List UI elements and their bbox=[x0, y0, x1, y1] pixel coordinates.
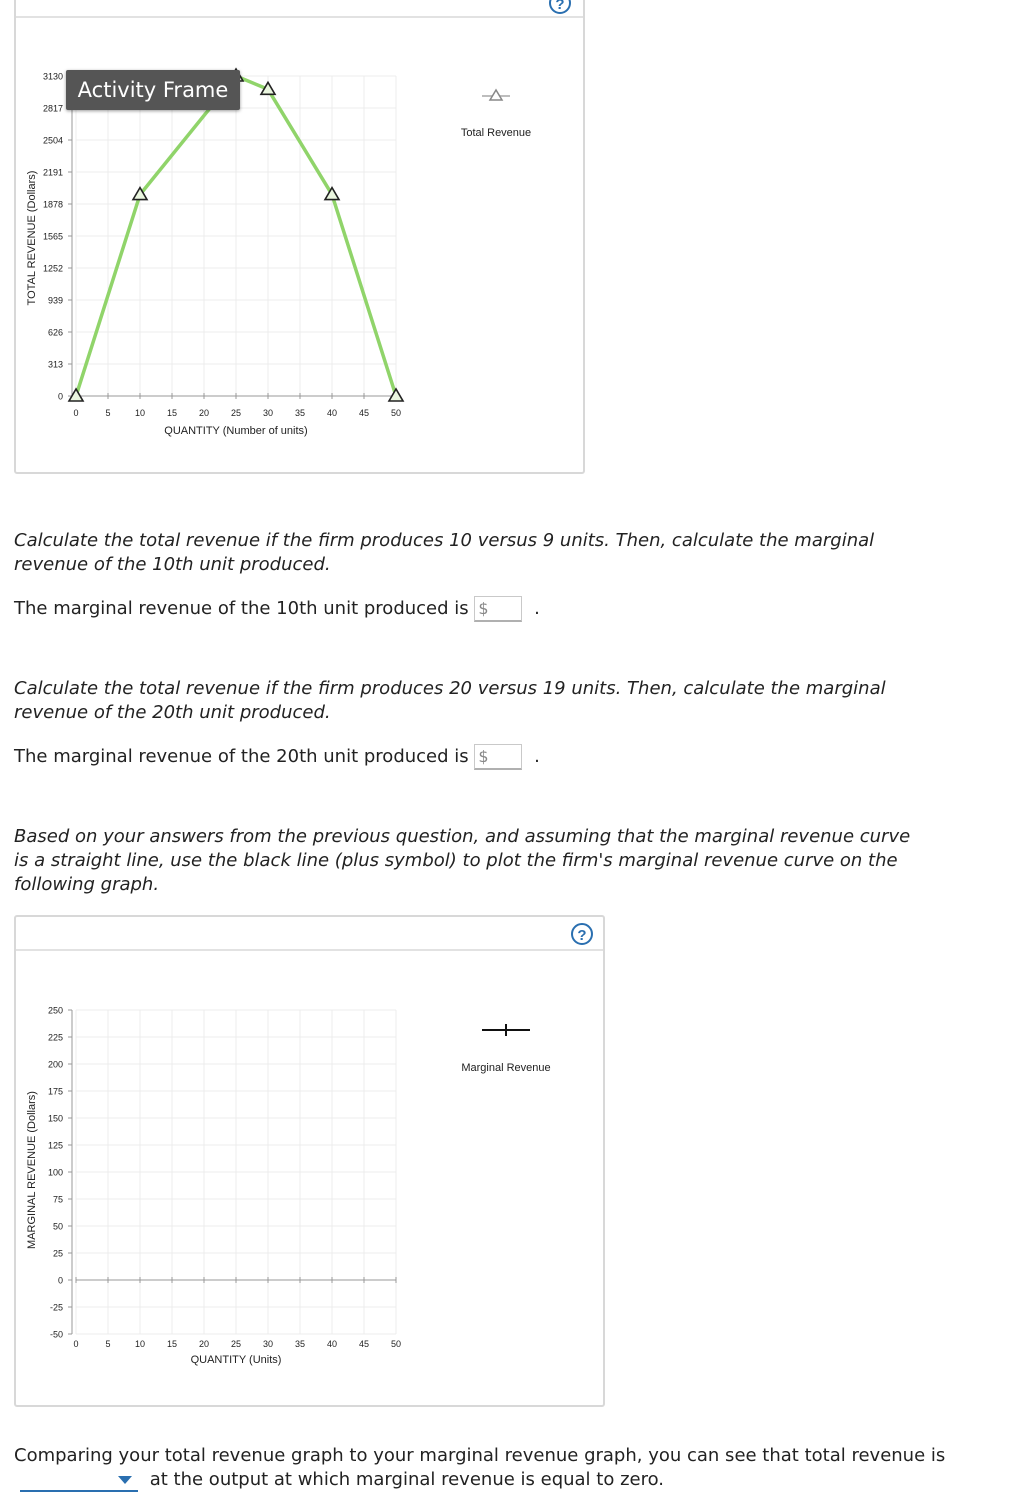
y-tick-label: 3130 bbox=[42, 71, 63, 82]
y-tick-label: 175 bbox=[47, 1086, 63, 1097]
y-axis-label: TOTAL REVENUE (Dollars) bbox=[26, 170, 38, 306]
period: . bbox=[534, 746, 540, 767]
y-tick-label: -25 bbox=[49, 1302, 63, 1313]
y-tick-labels bbox=[48, 1006, 63, 1340]
question-1-answer-line bbox=[14, 596, 914, 622]
legend-plus-icon[interactable] bbox=[500, 1024, 512, 1036]
question-4 bbox=[14, 1444, 954, 1492]
x-tick-label: 0 bbox=[73, 408, 79, 418]
x-tick-label: 35 bbox=[294, 408, 306, 418]
x-tick-label: 5 bbox=[105, 1339, 111, 1349]
chart-grid bbox=[76, 76, 396, 396]
x-tick-label: 20 bbox=[198, 408, 210, 418]
help-icon[interactable]: ? bbox=[549, 0, 571, 14]
x-tick-label: 45 bbox=[358, 1339, 370, 1349]
mr-10th-unit-input[interactable] bbox=[474, 596, 522, 622]
question-3-prompt: Based on your answers from the previous question, and assuming that the marginal revenue curve is a straight line, use the black line (plus symbol) to plot the firm's marginal revenue curve on the following graph. bbox=[14, 826, 911, 895]
x-tick-labels bbox=[73, 408, 401, 418]
y-tick-label: 2817 bbox=[42, 103, 63, 114]
question-1-prompt: Calculate the total revenue if the firm produces 10 versus 9 units. Then, calculate the marginal revenue of the 10th unit produced. bbox=[14, 530, 875, 575]
x-tick-label: 15 bbox=[166, 1339, 178, 1349]
y-tick-label: 2504 bbox=[42, 135, 63, 146]
mr-20th-unit-input[interactable] bbox=[474, 744, 522, 770]
x-tick-label: 40 bbox=[326, 408, 338, 418]
x-tick-label: 10 bbox=[134, 1339, 146, 1349]
x-tick-labels bbox=[73, 1339, 401, 1349]
y-tick-label: 200 bbox=[47, 1059, 63, 1070]
y-tick-label: 939 bbox=[47, 295, 63, 306]
legend-label: Marginal Revenue bbox=[461, 1062, 551, 1074]
total-revenue-state-dropdown[interactable] bbox=[20, 1468, 138, 1492]
question-4-text-after: at the output at which marginal revenue is equal to zero. bbox=[149, 1469, 665, 1490]
question-2-answer-text: The marginal revenue of the 20th unit produced is bbox=[14, 746, 469, 767]
y-tick-label: 1878 bbox=[42, 199, 63, 210]
y-tick-label: -50 bbox=[49, 1329, 63, 1340]
x-tick-label: 5 bbox=[105, 408, 111, 418]
activity-frame-overlay: Activity Frame bbox=[66, 70, 240, 110]
x-tick-label: 30 bbox=[262, 1339, 274, 1349]
y-tick-label: 1565 bbox=[42, 231, 63, 242]
x-tick-label: 25 bbox=[230, 1339, 242, 1349]
chevron-down-icon[interactable] bbox=[118, 1476, 132, 1484]
period: . bbox=[534, 598, 540, 619]
y-tick-label: 150 bbox=[47, 1113, 63, 1124]
y-axis-label: MARGINAL REVENUE (Dollars) bbox=[26, 1091, 38, 1249]
currency-symbol: $ bbox=[478, 747, 489, 766]
legend-marginal-revenue[interactable] bbox=[461, 1024, 550, 1074]
y-tick-label: 50 bbox=[52, 1221, 63, 1232]
x-tick-label: 45 bbox=[358, 408, 370, 418]
y-tick-label: 250 bbox=[47, 1005, 63, 1016]
question-4-text-before: Comparing your total revenue graph to your marginal revenue graph, you can see that total revenue is bbox=[14, 1445, 946, 1466]
x-axis-label: QUANTITY (Number of units) bbox=[164, 425, 308, 437]
legend-total-revenue[interactable] bbox=[461, 90, 531, 139]
x-tick-label: 40 bbox=[326, 1339, 338, 1349]
y-tick-label: 0 bbox=[57, 1275, 63, 1286]
x-tick-label: 50 bbox=[390, 1339, 402, 1349]
help-icon[interactable]: ? bbox=[571, 923, 593, 945]
y-tick-label: 100 bbox=[47, 1167, 63, 1178]
chart-grid bbox=[76, 1010, 396, 1334]
question-2-answer-line bbox=[14, 744, 914, 770]
x-tick-label: 15 bbox=[166, 408, 178, 418]
question-2-prompt: Calculate the total revenue if the firm produces 20 versus 19 units. Then, calculate the marginal revenue of the 20th unit produced. bbox=[14, 678, 886, 723]
legend-label: Total Revenue bbox=[460, 127, 532, 139]
data-point-triangle[interactable] bbox=[389, 389, 403, 401]
y-tick-labels bbox=[43, 72, 63, 402]
y-tick-label: 0 bbox=[57, 391, 63, 402]
x-tick-label: 30 bbox=[262, 408, 274, 418]
panel-top-bar bbox=[16, 917, 603, 951]
x-tick-label: 10 bbox=[134, 408, 146, 418]
y-tick-label: 75 bbox=[52, 1194, 63, 1205]
x-tick-label: 35 bbox=[294, 1339, 306, 1349]
y-tick-label: 313 bbox=[47, 359, 63, 370]
y-tick-label: 1252 bbox=[42, 263, 63, 274]
x-tick-label: 25 bbox=[230, 408, 242, 418]
marginal-revenue-chart[interactable] bbox=[0, 990, 600, 1390]
y-tick-label: 2191 bbox=[42, 167, 63, 178]
x-tick-label: 20 bbox=[198, 1339, 210, 1349]
y-tick-label: 125 bbox=[47, 1140, 63, 1151]
currency-symbol: $ bbox=[478, 599, 489, 618]
x-tick-label: 0 bbox=[73, 1339, 79, 1349]
x-axis-label: QUANTITY (Units) bbox=[190, 1354, 282, 1366]
y-tick-label: 25 bbox=[52, 1248, 63, 1259]
x-tick-label: 50 bbox=[390, 408, 402, 418]
y-tick-label: 626 bbox=[47, 327, 63, 338]
question-1-answer-text: The marginal revenue of the 10th unit produced is bbox=[14, 598, 469, 619]
y-tick-label: 225 bbox=[47, 1032, 63, 1043]
data-point-triangle[interactable] bbox=[69, 389, 83, 401]
